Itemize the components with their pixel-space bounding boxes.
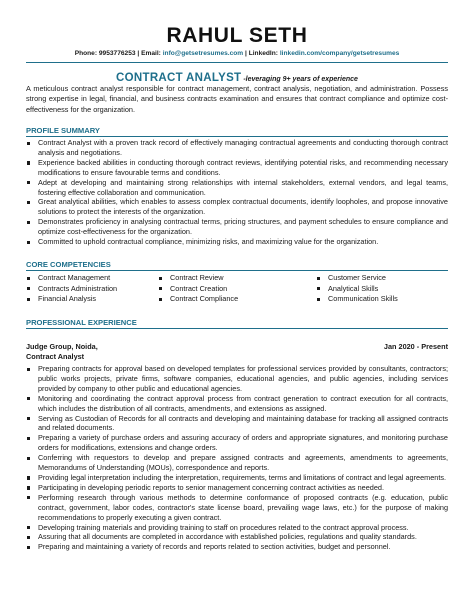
list-item [26, 473, 448, 483]
bullet-icon [27, 201, 30, 204]
contact-line [0, 50, 474, 57]
bullet-icon [27, 486, 30, 489]
bullet-icon [317, 287, 320, 290]
competency-item [158, 284, 238, 295]
bullet-icon [317, 298, 320, 301]
list-item-text: Assuring that all documents are completed in accordance with established policies, regulations and quality standards. [38, 532, 417, 542]
list-item-text: Great analytical abilities, which enables to assess complex contractual documents, identify loopholes, and propose innovative solutions to protect the interests of the organization. [38, 197, 448, 217]
bullet-icon [27, 142, 30, 145]
list-item [26, 364, 448, 394]
competency-item [316, 284, 398, 295]
competency-item [158, 294, 238, 305]
list-item-text: Adept at developing and maintaining strong relationships with internal stakeholders, external vendors, and legal teams, fostering effective collaboration and communication. [38, 177, 448, 197]
list-item-text: Preparing and maintaining a variety of records and reports related to section activities, budget and personnel. [38, 542, 391, 552]
competency-text: Contract Creation [170, 283, 228, 293]
list-item [26, 414, 448, 434]
job-title: Contract Analyst [26, 352, 85, 361]
competency-column-1 [26, 273, 117, 305]
list-item-text: Conferring with requestors to develop and prepare assigned contracts and agreements, amendments to agreements, Memorandums of Understanding (MOUs), correspondence and reports. [38, 453, 448, 473]
list-item [26, 237, 448, 247]
list-item [26, 217, 448, 237]
list-item [26, 493, 448, 523]
bullet-icon [27, 181, 30, 184]
competency-item [316, 273, 398, 284]
bullet-icon [27, 476, 30, 479]
bullet-icon [27, 277, 30, 280]
headline-tagline: -leveraging 9+ years of experience [241, 76, 358, 83]
list-item-text: Preparing a variety of purchase orders and assuring accuracy of orders and appropriate signatures, and monitoring purchase orders for modifications, extensions and change orders. [38, 433, 448, 453]
list-item [26, 523, 448, 533]
bullet-icon [27, 437, 30, 440]
section-divider [26, 136, 448, 137]
section-title-professional-experience: PROFESSIONAL EXPERIENCE [26, 318, 137, 327]
section-divider [26, 328, 448, 329]
competency-item [26, 284, 117, 295]
bullet-icon [159, 287, 162, 290]
bullet-icon [27, 298, 30, 301]
competency-text: Contracts Administration [38, 283, 118, 293]
competency-item [316, 294, 398, 305]
section-divider [26, 270, 448, 271]
bullet-icon [27, 397, 30, 400]
bullet-icon [159, 277, 162, 280]
email-label: Email: [141, 50, 161, 57]
list-item [26, 178, 448, 198]
list-item [26, 433, 448, 453]
list-item-text: Committed to uphold contractual compliance, minimizing risks, and maximizing value for the organization. [38, 237, 379, 247]
list-item [26, 158, 448, 178]
list-item-text: Experience backed abilities in conducting thorough contract reviews, identifying potential risks, and recommending necessary modifications to ensure favourable terms and conditions. [38, 157, 448, 177]
competency-text: Contract Compliance [170, 294, 239, 304]
bullet-icon [27, 417, 30, 420]
bullet-icon [27, 161, 30, 164]
list-item [26, 532, 448, 542]
bullet-icon [27, 368, 30, 371]
competency-text: Analytical Skills [328, 283, 379, 293]
list-item [26, 542, 448, 552]
list-item [26, 197, 448, 217]
section-title-profile-summary: PROFILE SUMMARY [26, 126, 100, 135]
experience-list [26, 364, 448, 552]
competency-column-3 [316, 273, 398, 305]
list-item-text: Monitoring and coordinating the contract approval process from contract generation to contract execution for all contracts, which includes the distribution of all contracts, amendments, and extensions as assigned. [38, 393, 448, 413]
list-item-text: Developing training materials and providing training to staff on procedures related to the contract approval process. [38, 522, 409, 532]
bullet-icon [159, 298, 162, 301]
list-item [26, 394, 448, 414]
bullet-icon [27, 496, 30, 499]
list-item [26, 483, 448, 493]
competency-text: Communication Skills [328, 294, 398, 304]
competency-text: Customer Service [328, 273, 386, 282]
competency-item [26, 273, 117, 284]
list-item-text: Preparing contracts for approval based on developed templates for professional services provided by consultants, contractors; public works projects, private firms, software companies, educational agencies, and public agencies, including services provided by company to other public and educational agencies. [38, 364, 448, 393]
job-header [26, 342, 448, 351]
bullet-icon [317, 277, 320, 280]
competency-column-2 [158, 273, 238, 305]
list-item-text: Serving as Custodian of Records for all contracts and developing and maintaining database for tracking all assigned contracts and related documents. [38, 413, 448, 433]
linkedin-label: LinkedIn: [248, 50, 278, 57]
list-item-text: Contract Analyst with a proven track record of effectively managing contractual agreements and conducting thorough contract analysis and negotiations. [38, 138, 448, 157]
contact-separator: | [135, 50, 142, 57]
headline-role: CONTRACT ANALYST [116, 72, 242, 84]
job-dates: Jan 2020 - Present [383, 342, 448, 351]
bullet-icon [27, 526, 30, 529]
competency-text: Contract Management [38, 273, 111, 282]
contact-separator: | [243, 50, 249, 57]
list-item-text: Demonstrates proficiency in analysing contractual terms, pricing structures, and payment schedules to ensure compliance and optimize cost-effectiveness for the organization. [38, 217, 448, 237]
list-item-text: Providing legal interpretation including the interpretation, requirements, terms and limitations of contract and legal agreements. [38, 472, 447, 482]
header-divider [26, 62, 448, 63]
bullet-icon [27, 287, 30, 290]
competency-item [158, 273, 238, 284]
competency-text: Contract Review [170, 273, 224, 282]
linkedin-link[interactable]: linkedin.com/company/getsetresumes [279, 50, 400, 57]
email-link[interactable]: info@getsetresumes.com [162, 50, 244, 57]
list-item-text: Participating in developing periodic reports to senior management concerning contract activities as needed. [38, 482, 384, 492]
section-title-core-competencies: CORE COMPETENCIES [26, 260, 111, 269]
bullet-icon [27, 546, 30, 549]
summary-paragraph: A meticulous contract analyst responsible for contract management, contract analysis, negotiation, and administration. Possess strong expertise in legal, financial, and business contracts examination and ensures that contract compliance and optimize cost-effectiveness for the organization. [26, 84, 448, 114]
bullet-icon [27, 241, 30, 244]
competency-text: Financial Analysis [38, 294, 96, 304]
phone-label: Phone: [74, 50, 98, 57]
competency-item [26, 294, 117, 305]
bullet-icon [27, 536, 30, 539]
phone-number: 9953776253 [98, 50, 136, 57]
list-item [26, 453, 448, 473]
list-item-text: Performing research through various methods to determine conformance of proposed contracts (e.g. education, public contract, government, labor codes, contractor's state license board, prevailing wage laws, etc.) for the purpose of making recommendations to properly executing a given contract. [38, 492, 448, 522]
list-item [26, 138, 448, 158]
company-name: Judge Group, Noida, [26, 342, 98, 351]
profile-summary-list [26, 138, 448, 247]
candidate-name: RAHUL SETH [166, 24, 308, 47]
bullet-icon [27, 457, 30, 460]
bullet-icon [27, 221, 30, 224]
